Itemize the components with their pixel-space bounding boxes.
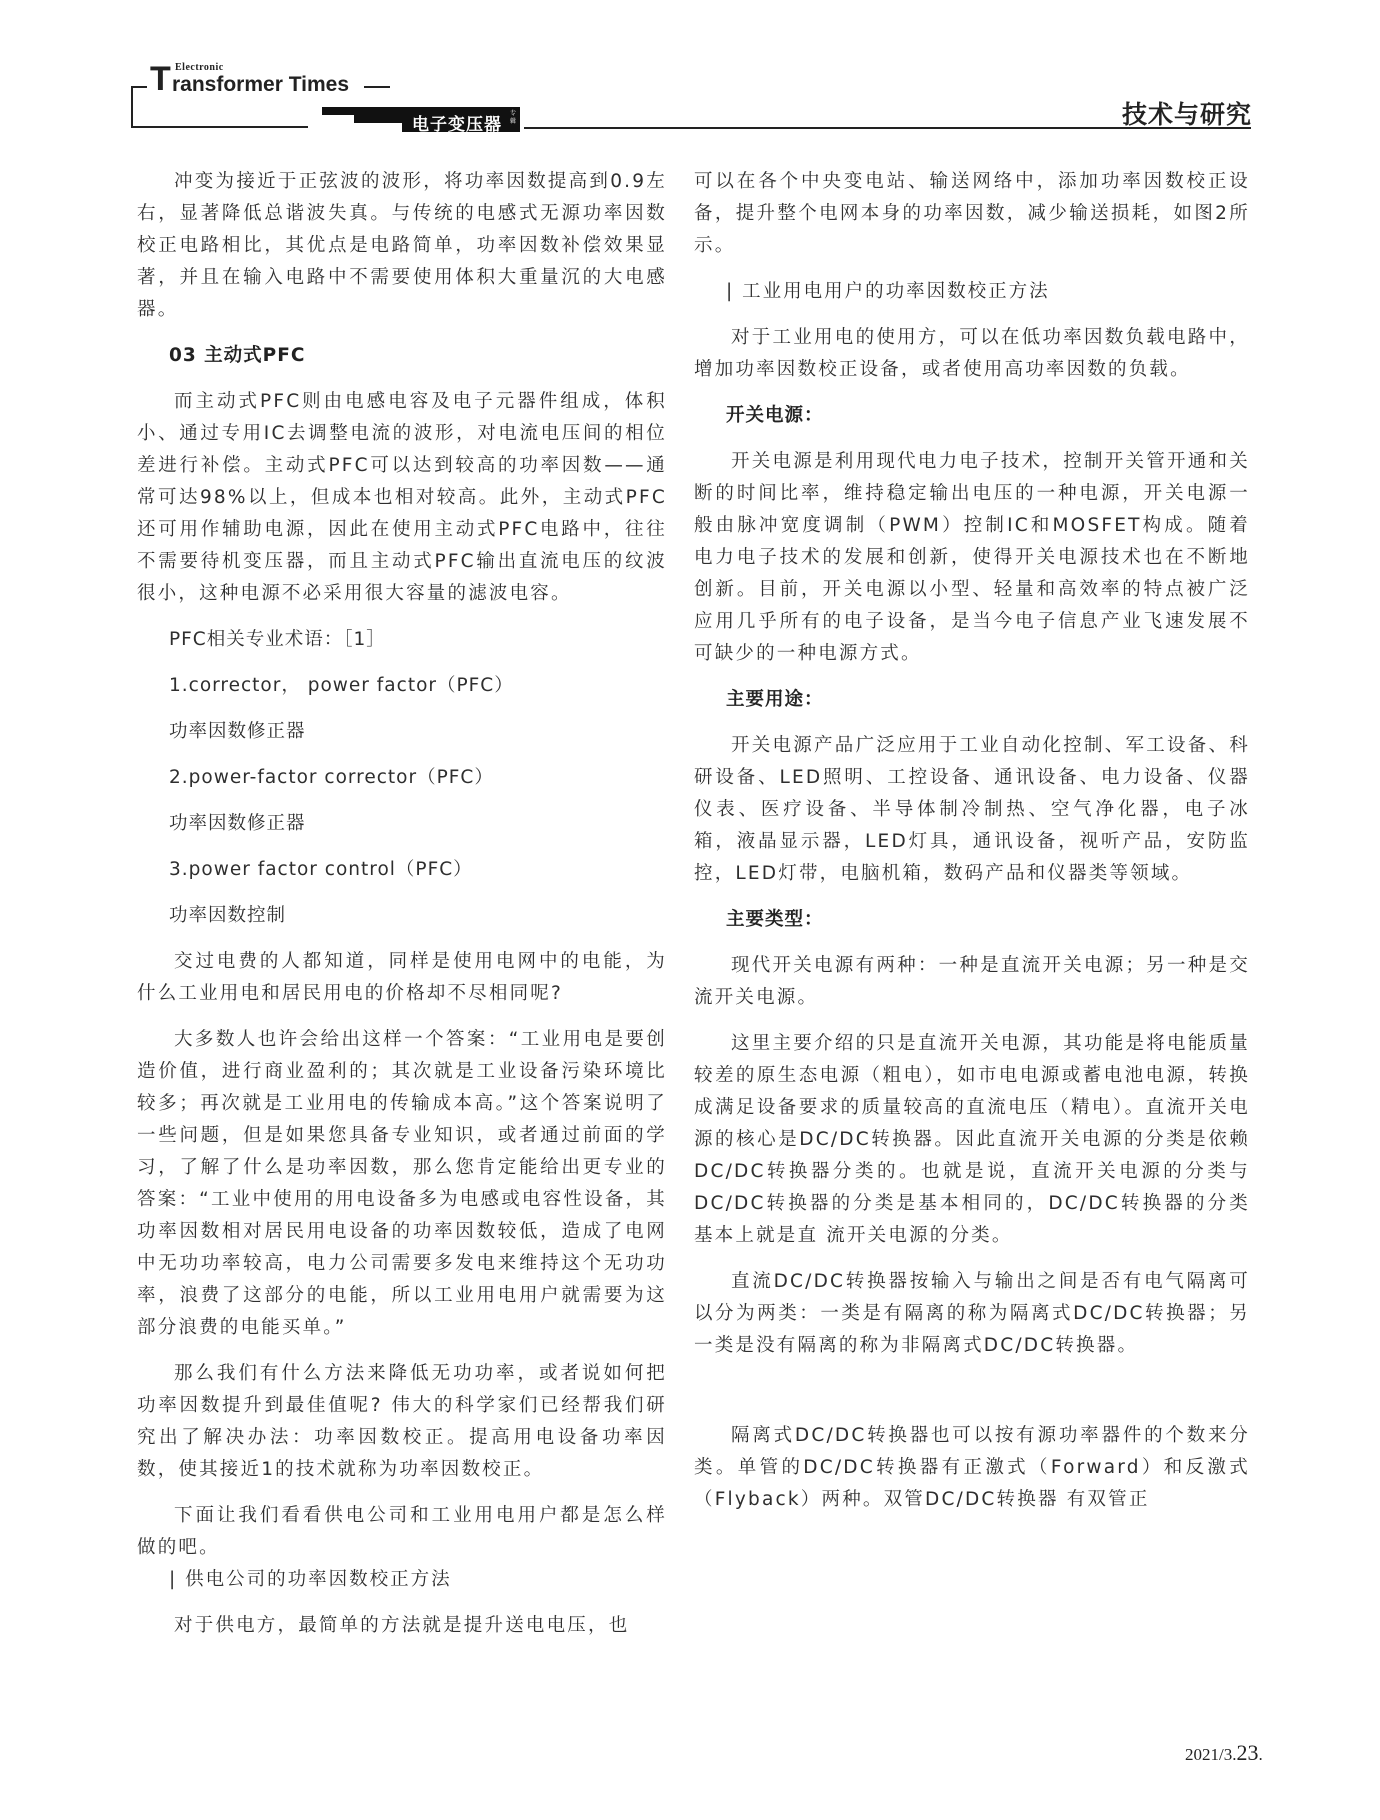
paragraph: 可以在各个中央变电站、输送网络中，添加功率因数校正设备，提升整个电网本身的功率因数，减少输送损耗，如图2所示。 bbox=[694, 171, 1250, 256]
subsection-heading: | 供电公司的功率因数校正方法 bbox=[169, 1569, 452, 1590]
paragraph: 开关电源产品广泛应用于工业自动化控制、军工设备、科研设备、LED照明、工控设备、通讯设备、电力设备、仪器仪表、医疗设备、半导体制冷制热、空气净化器，电子冰箱，液晶显示器，LED灯具，通讯设备，视听产品，安防监控，LED灯带，电脑机箱，数码产品和仪器类等领域。 bbox=[694, 735, 1250, 884]
journal-banner bbox=[322, 107, 520, 135]
term-english: 1.corrector， power factor（PFC） bbox=[169, 675, 514, 696]
paragraph: 隔离式DC/DC转换器也可以按有源功率器件的个数来分类。单管的DC/DC转换器有正激式（Forward）和反激式（Flyback）两种。双管DC/DC转换器 有双管正 bbox=[694, 1425, 1250, 1510]
term-english: 3.power factor control（PFC） bbox=[169, 859, 473, 880]
term-chinese: 功率因数修正器 bbox=[169, 813, 306, 834]
logo-superscript: Electronic bbox=[175, 62, 224, 73]
subsection-heading: | 工业用电用户的功率因数校正方法 bbox=[726, 281, 1050, 302]
footer-dot: . bbox=[1258, 1745, 1263, 1764]
section-heading: 开关电源： bbox=[726, 405, 824, 426]
spacer bbox=[694, 1376, 1250, 1420]
paragraph: 大多数人也许会给出这样一个答案：“工业用电是要创造价值，进行商业盈利的；其次就是工业设备污染环境比较多；再次就是工业用电的传输成本高。”这个答案说明了一些问题，但是如果您具备专业知识，或者通过前面的学习，了解了什么是功率因数，那么您肯定能给出更专业的答案：“工业中使用的用电设备多为电感或电容性设备，其功率因数相对居民用电设备的功率因数较低，造成了电网中无功功率较高，电力公司需要多发电来维持这个无功功率，浪费了这部分的电能，所以工业用电用户就需要为这部分浪费的电能买单。” bbox=[137, 1029, 667, 1338]
term-chinese: 功率因数修正器 bbox=[169, 721, 306, 742]
term-english: 2.power-factor corrector（PFC） bbox=[169, 767, 494, 788]
paragraph: 对于工业用电的使用方，可以在低功率因数负载电路中，增加功率因数校正设备，或者使用高功率因数的负载。 bbox=[694, 327, 1250, 380]
logo-wordmark: ransformer Times bbox=[172, 73, 350, 96]
section-heading: 主要用途： bbox=[726, 689, 824, 710]
page-number: 23 bbox=[1236, 1740, 1259, 1765]
header-bracket-horizontal bbox=[131, 126, 308, 128]
paragraph: 直流DC/DC转换器按输入与输出之间是否有电气隔离可以分为两类：一类是有隔离的称为隔离式DC/DC转换器；另一类是没有隔离的称为非隔离式DC/DC转换器。 bbox=[694, 1271, 1250, 1356]
section-tag: 技术与研究 bbox=[1121, 100, 1252, 129]
paragraph: 开关电源是利用现代电力电子技术，控制开关管开通和关断的时间比率，维持稳定输出电压的一种电源，开关电源一般由脉冲宽度调制（PWM）控制IC和MOSFET构成。随着电力电子技术的发展和创新，使得开关电源技术也在不断地创新。目前，开关电源以小型、轻量和高效率的特点被广泛应用几乎所有的电子设备，是当今电子信息产业飞速发展不可缺少的一种电源方式。 bbox=[694, 451, 1250, 664]
section-heading: 主要类型： bbox=[726, 909, 824, 930]
paragraph: 下面让我们看看供电公司和工业用电用户都是怎么样做的吧。 bbox=[137, 1505, 667, 1558]
header-bracket-vertical bbox=[131, 86, 133, 128]
section-heading: 03 主动式PFC bbox=[169, 345, 306, 366]
banner-title: 电子变压器 bbox=[412, 115, 502, 135]
left-column bbox=[137, 166, 667, 1656]
paragraph: 现代开关电源有两种：一种是直流开关电源；另一种是交流开关电源。 bbox=[694, 955, 1250, 1008]
banner-subtitle: 专辑 bbox=[510, 110, 517, 125]
paragraph: 冲变为接近于正弦波的波形，将功率因数提高到0.9左右，显著降低总谐波失真。与传统的电感式无源功率因数校正电路相比，其优点是电路简单，功率因数补偿效果显著，并且在输入电路中不需要使用体积大重量沉的大电感器。 bbox=[137, 171, 667, 320]
issue-date: 2021/3. bbox=[1185, 1745, 1237, 1764]
paragraph: 那么我们有什么方法来降低无功功率，或者说如何把功率因数提升到最佳值呢? 伟大的科学家们已经帮我们研究出了解决办法：功率因数校正。提高用电设备功率因数，使其接近1的技术就称为功率因数校正。 bbox=[137, 1363, 667, 1480]
term-chinese: 功率因数控制 bbox=[169, 905, 287, 926]
terms-title: PFC相关专业术语：［1］ bbox=[169, 629, 386, 650]
page-footer bbox=[1185, 1740, 1263, 1766]
paragraph: 而主动式PFC则由电感电容及电子元器件组成，体积小、通过专用IC去调整电流的波形，对电流电压间的相位差进行补偿。主动式PFC可以达到较高的功率因数——通常可达98%以上，但成本也相对较高。此外，主动式PFC还可用作辅助电源，因此在使用主动式PFC电路中，往往不需要待机变压器，而且主动式PFC输出直流电压的纹波很小，这种电源不必采用很大容量的滤波电容。 bbox=[137, 391, 667, 604]
paragraph: 对于供电方，最简单的方法就是提升送电电压，也 bbox=[174, 1615, 630, 1636]
paragraph: 交过电费的人都知道，同样是使用电网中的电能，为什么工业用电和居民用电的价格却不尽相同呢? bbox=[137, 951, 667, 1004]
logo-rule-right bbox=[364, 86, 390, 88]
logo-rule-left bbox=[131, 86, 147, 88]
paragraph: 这里主要介绍的只是直流开关电源，其功能是将电能质量较差的原生态电源（粗电），如市电电源或蓄电池电源，转换成满足设备要求的质量较高的直流电压（精电）。直流开关电源的核心是DC/DC转换器。因此直流开关电源的分类是依赖DC/DC转换器分类的。也就是说，直流开关电源的分类与DC/DC转换器的分类是基本相同的，DC/DC转换器的分类基本上就是直 流开关电源的分类。 bbox=[694, 1033, 1250, 1246]
right-column bbox=[694, 166, 1250, 1530]
page-header bbox=[0, 0, 1380, 140]
logo-initial: T bbox=[150, 60, 171, 98]
